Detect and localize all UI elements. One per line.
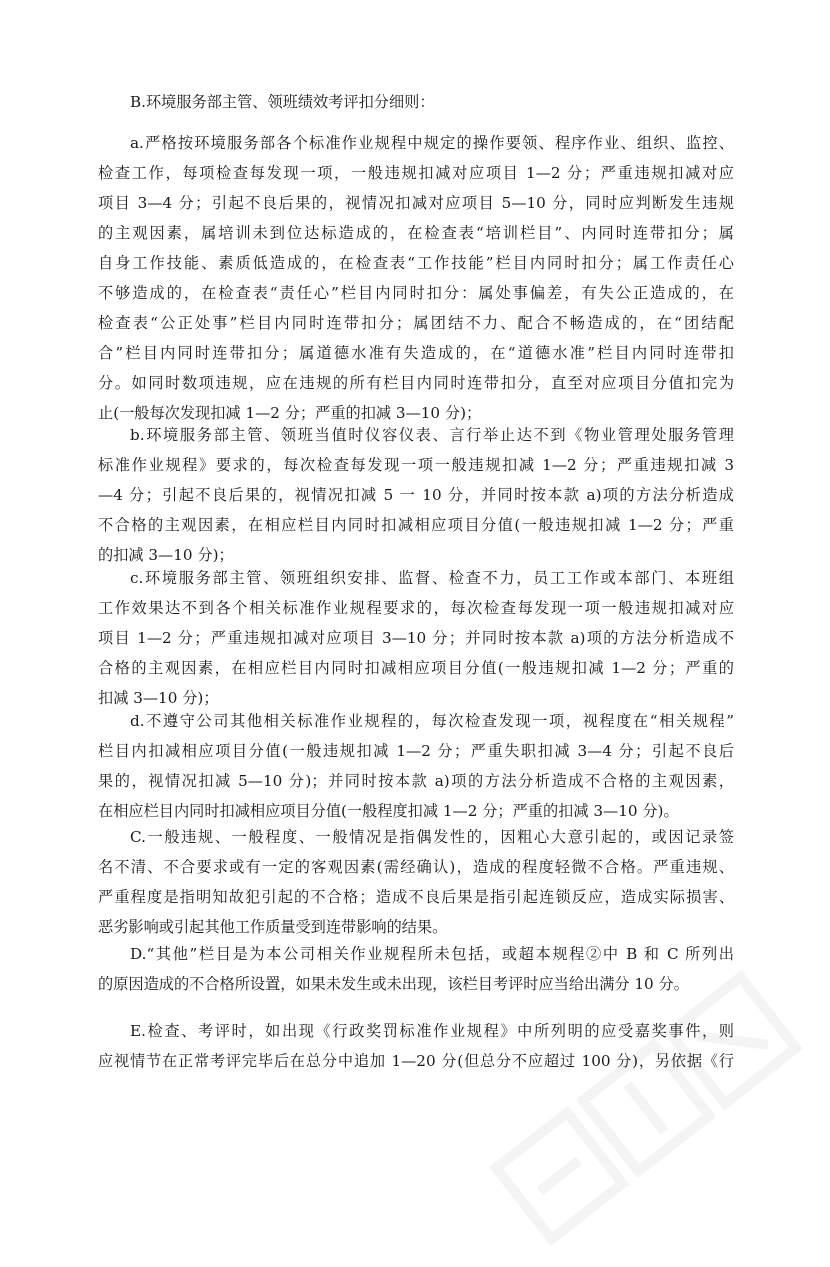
paragraph-line: 检查表“公正处事”栏目内同时连带扣分；属团结不力、配合不畅造成的，在“团结配 [98, 314, 734, 332]
paragraph-line: C.一般违规、一般程度、一般情况是指偶发性的，因粗心大意引起的，或因记录签 [130, 828, 734, 846]
paragraph-line: E.检查、考评时，如出现《行政奖罚标准作业规程》中所列明的应受嘉奖事件，则 [130, 1022, 734, 1040]
paragraph-line: 栏目内扣减相应项目分值(一般违规扣减 1—2 分；严重失职扣减 3—4 分；引起不良后 [98, 742, 734, 760]
heading-text: B.环境服务部主管、领班绩效考评扣分细则： [130, 93, 435, 111]
paragraph-line: 在相应栏目内同时扣减相应项目分值(一般程度扣减 1—2 分；严重的扣减 3—10 分)。 [98, 802, 679, 820]
paragraph-line: 合格的主观因素，在相应栏目内同时扣减相应项目分值(一般违规扣减 1—2 分；严重的 [98, 659, 734, 677]
paragraph-capital-c [98, 822, 734, 942]
paragraph-line: 的扣减 3—10 分)； [98, 546, 234, 564]
paragraph-line: c.环境服务部主管、领班组织安排、监督、检查不力，员工工作或本部门、本班组 [130, 569, 734, 587]
paragraph-line: 自身工作技能、素质低造成的，在检查表“工作技能”栏目内同时扣分；属工作责任心 [98, 254, 734, 272]
paragraph-line: 标准作业规程》要求的，每次检查每发现一项一般违规扣减 1—2 分；严重违规扣减 3 [98, 456, 734, 474]
paragraph-line: b.环境服务部主管、领班当值时仪容仪表、言行举止达不到《物业管理处服务管理 [130, 426, 734, 444]
paragraph-line: D.“其他”栏目是为本公司相关作业规程所未包括，或超本规程②中 B 和 C 所列出 [130, 945, 734, 963]
paragraph-line: —4 分；引起不良后果的，视情况扣减 5 一 10 分，并同时按本款 a)项的方法分析造成 [98, 486, 734, 504]
paragraph-line: 恶劣影响或引起其他工作质量受到连带影响的结果。 [98, 918, 448, 936]
paragraph-line: 检查工作，每项检查每发现一项，一般违规扣减对应项目 1—2 分；严重违规扣减对应 [98, 164, 734, 182]
paragraph-line: 名不清、不合要求或有一定的客观因素(需经确认)，造成的程度轻微不合格。严重违规、 [98, 858, 734, 876]
paragraph-line: 严重程度是指明知故犯引起的不合格；造成不良后果是指引起连锁反应，造成实际损害、 [98, 888, 734, 906]
paragraph-line: 止(一般每次发现扣减 1—2 分；严重的扣减 3—10 分)； [98, 404, 482, 422]
paragraph-line: 工作效果达不到各个相关标准作业规程要求的，每次检查每发现一项一般违规扣减对应 [98, 599, 734, 617]
section-b-heading [98, 87, 734, 117]
paragraph-line: 扣减 3—10 分)； [98, 689, 219, 707]
paragraph-capital-e [98, 1016, 734, 1076]
paragraph-line: 不合格的主观因素，在相应栏目内同时扣减相应项目分值(一般违规扣减 1—2 分；严重 [98, 516, 734, 534]
paragraph-line: 果的，视情况扣减 5—10 分)；并同时按本款 a)项的方法分析造成不合格的主观因素， [98, 772, 734, 790]
paragraph-line: 的主观因素，属培训未到位达标造成的，在检查表“培训栏目”、内同时连带扣分；属 [98, 224, 734, 242]
paragraph-line: 项目 1—2 分；严重违规扣减对应项目 3—10 分；并同时按本款 a)项的方法分析造成不 [98, 629, 734, 647]
paragraph-a [98, 128, 734, 428]
paragraph-c [98, 563, 734, 713]
paragraph-line: 的原因造成的不合格所设置，如果未发生或未出现，该栏目考评时应当给出满分 10 分。 [98, 975, 689, 993]
paragraph-line: 不够造成的，在检查表“责任心”栏目内同时扣分：属处事偏差，有失公正造成的，在 [98, 284, 734, 302]
paragraph-line: 应视情节在正常考评完毕后在总分中追加 1—20 分(但总分不应超过 100 分)，另依据《行 [98, 1052, 734, 1070]
paragraph-b [98, 420, 734, 570]
paragraph-capital-d [98, 939, 734, 999]
paragraph-d [98, 706, 734, 826]
paragraph-line: a.严格按环境服务部各个标准作业规程中规定的操作要领、程序作业、组织、监控、 [130, 134, 734, 152]
paragraph-line: 合”栏目内同时连带扣分；属道德水准有失造成的，在“道德水准”栏目内同时连带扣 [98, 344, 734, 362]
paragraph-line: 分。如同时数项违规，应在违规的所有栏目内同时连带扣分，直至对应项目分值扣完为 [98, 374, 734, 392]
paragraph-line: d.不遵守公司其他相关标准作业规程的，每次检查发现一项，视程度在“相关规程” [130, 712, 734, 730]
paragraph-line: 项目 3—4 分；引起不良后果的，视情况扣减对应项目 5—10 分，同时应判断发生违规 [98, 194, 734, 212]
